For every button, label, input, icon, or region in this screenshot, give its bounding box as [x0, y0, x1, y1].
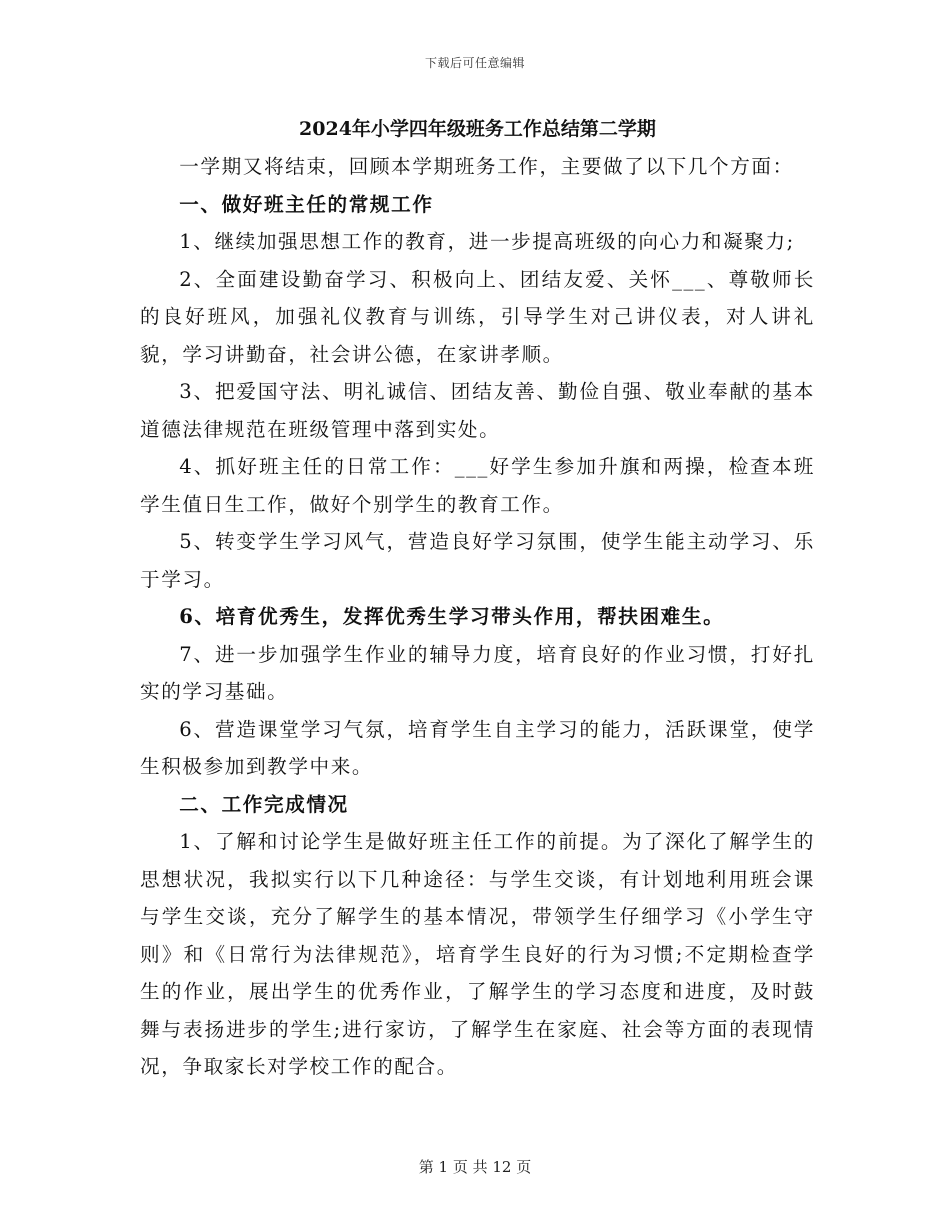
paragraph-item-2: 2、全面建设勤奋学习、积极向上、团结友爱、关怀___、尊敬师长的良好班风，加强礼仪教育与训练，引导学生对己讲仪表，对人讲礼貌，学习讲勤奋，社会讲公德，在家讲孝顺。 — [140, 267, 815, 366]
document-title: 2024年小学四年级班务工作总结第二学期 — [299, 118, 656, 140]
section-heading-1: 一、做好班主任的常规工作 — [179, 192, 434, 216]
intro-paragraph: 一学期又将结束，回顾本学期班务工作，主要做了以下几个方面： — [179, 155, 794, 178]
paragraph-item-6b: 6、营造课堂学习气氛，培育学生自主学习的能力，活跃课堂，使学生积极参加到教学中来。 — [140, 717, 815, 778]
paragraph-item-3: 3、把爱国守法、明礼诚信、团结友善、勤俭自强、敬业奉献的基本道德法律规范在班级管理中落到实处。 — [140, 380, 815, 441]
paragraph-item-1: 1、继续加强思想工作的教育，进一步提高班级的向心力和凝聚力; — [179, 230, 795, 253]
page-header: 下载后可任意编辑 — [424, 56, 525, 70]
paragraph-item-5: 5、转变学生学习风气，营造良好学习氛围，使学生能主动学习、乐于学习。 — [140, 530, 815, 591]
section-heading-2: 二、工作完成情况 — [179, 792, 349, 816]
paragraph-item-6-bold: 6、培育优秀生，发挥优秀生学习带头作用，帮扶困难生。 — [179, 605, 725, 628]
paragraph-item-7: 7、进一步加强学生作业的辅导力度，培育良好的作业习惯，打好扎实的学习基础。 — [140, 642, 815, 703]
page-footer: 第 1 页 共 12 页 — [418, 1158, 532, 1176]
paragraph-item-4: 4、抓好班主任的日常工作：___好学生参加升旗和两操，检查本班学生值日生工作，做好个别学生的教育工作。 — [140, 455, 815, 516]
paragraph-section2-item-1: 1、了解和讨论学生是做好班主任工作的前提。为了深化了解学生的思想状况，我拟实行以下几种途径：与学生交谈，有计划地利用班会课与学生交谈，充分了解学生的基本情况，带领学生仔细学习《小学生守则》和《日常行为法律规范》，培育学生良好的行为习惯;不定期检查学生的作业，展出学生的优秀作业，了解学生的学习态度和进度，及时鼓舞与表扬进步的学生;进行家访，了解学生在家庭、社会等方面的表现情况，争取家长对学校工作的配合。 — [140, 830, 815, 1078]
document-body — [140, 112, 815, 1086]
